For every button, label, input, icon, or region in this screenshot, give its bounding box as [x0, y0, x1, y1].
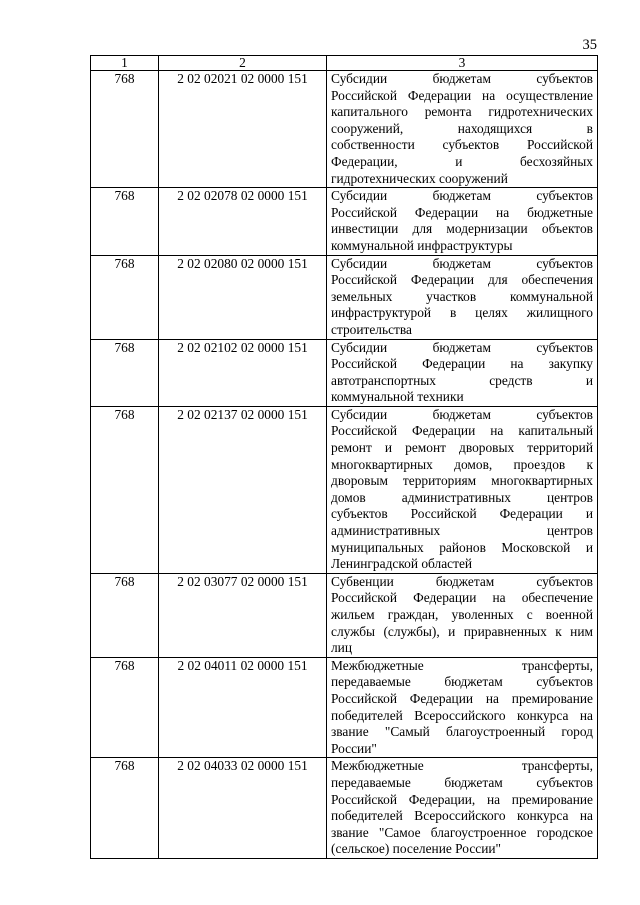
description-line: Субсидии бюджетам субъектов	[331, 71, 593, 86]
description-line: Субсидии бюджетам субъектов	[331, 406, 593, 422]
description-line: передаваемые бюджетам субъектов	[331, 774, 593, 790]
description-line: звание "Самое благоустроенное городское	[331, 824, 593, 840]
description-line: муниципальных районов Московской и	[331, 539, 593, 555]
description-line: передаваемые бюджетам субъектов	[331, 674, 593, 690]
budget-classification-code-cell: 2 02 02080 02 0000 151	[159, 255, 327, 339]
admin-code-cell: 768	[91, 255, 159, 339]
table-row	[91, 573, 598, 657]
description-line: Субвенции бюджетам субъектов	[331, 573, 593, 589]
revenue-description-cell	[327, 657, 598, 758]
description-line: звание "Самый благоустроенный город	[331, 724, 593, 740]
header-col-1: 1	[91, 56, 159, 71]
table-row	[91, 188, 598, 255]
description-line: Федерации, и бесхозяйных	[331, 153, 593, 169]
description-line: жильем граждан, уволенных с военной	[331, 607, 593, 622]
description-line: Российской Федерации на бюджетные	[331, 204, 593, 220]
budget-codes-table	[90, 55, 598, 859]
budget-classification-code-cell: 2 02 02021 02 0000 151	[159, 71, 327, 188]
revenue-description-cell	[327, 188, 598, 255]
description-line: дворовым территориям многоквартирных	[331, 473, 593, 489]
revenue-description-cell	[327, 406, 598, 573]
budget-classification-code-cell: 2 02 02102 02 0000 151	[159, 339, 327, 406]
admin-code-cell: 768	[91, 657, 159, 758]
table-body	[91, 71, 598, 859]
description-line: Российской Федерации на обеспечение	[331, 590, 593, 606]
description-line: сооружений, находящихся в	[331, 120, 593, 136]
description-line: Субсидии бюджетам субъектов	[331, 188, 593, 204]
description-line: автотранспортных средств и	[331, 372, 593, 388]
header-col-2: 2	[159, 56, 327, 71]
table-header-row	[91, 56, 598, 71]
description-line: России"	[331, 740, 377, 756]
table-row	[91, 71, 598, 188]
description-line: инвестиции для модернизации объектов	[331, 221, 593, 237]
description-line: коммунальной техники	[331, 389, 464, 405]
admin-code-cell: 768	[91, 406, 159, 573]
budget-classification-code-cell: 2 02 02078 02 0000 151	[159, 188, 327, 255]
description-line: Субсидии бюджетам субъектов	[331, 339, 593, 355]
description-line: земельных участков коммунальной	[331, 288, 593, 304]
admin-code-cell: 768	[91, 188, 159, 255]
description-line: Российской Федерации на осуществление	[331, 87, 593, 103]
description-line: строительства	[331, 321, 412, 337]
description-line: ремонт и ремонт дворовых территорий	[331, 440, 593, 456]
description-line: гидротехнических сооружений	[331, 170, 508, 186]
table-row	[91, 339, 598, 406]
description-line: собственности субъектов Российской	[331, 137, 593, 153]
admin-code-cell: 768	[91, 573, 159, 657]
revenue-description-cell	[327, 758, 598, 859]
budget-classification-code-cell: 2 02 03077 02 0000 151	[159, 573, 327, 657]
admin-code-cell: 768	[91, 339, 159, 406]
description-line: победителей Всероссийского конкурса на	[331, 808, 593, 824]
description-line: Межбюджетные трансферты,	[331, 657, 593, 673]
description-line: Российской Федерации на капитальный	[331, 423, 593, 439]
description-line: победителей Всероссийского конкурса на	[331, 707, 593, 723]
table-row	[91, 758, 598, 859]
description-line: Ленинградской областей	[331, 556, 473, 572]
budget-classification-code-cell: 2 02 04011 02 0000 151	[159, 657, 327, 758]
description-line: коммунальной инфраструктуры	[331, 237, 513, 253]
admin-code-cell: 768	[91, 71, 159, 188]
table-row	[91, 657, 598, 758]
revenue-description-cell	[327, 255, 598, 339]
description-line: административных центров	[331, 523, 593, 539]
description-line: субъектов Российской Федерации и	[331, 506, 593, 522]
table-row	[91, 406, 598, 573]
budget-classification-code-cell: 2 02 02137 02 0000 151	[159, 406, 327, 573]
description-line: Российской Федерации для обеспечения	[331, 272, 593, 288]
description-line: домов административных центров	[331, 489, 593, 505]
revenue-description-cell	[327, 573, 598, 657]
description-line: Российской Федерации, на премирование	[331, 791, 593, 807]
description-line: Межбюджетные трансферты,	[331, 758, 593, 774]
description-line: Субсидии бюджетам субъектов	[331, 255, 593, 271]
page-number: 35	[582, 37, 597, 53]
description-line: службы (службы), и приравненных к ним	[331, 623, 593, 639]
description-line: Российской Федерации на премирование	[331, 690, 593, 706]
revenue-description-cell	[327, 71, 598, 188]
description-line: (сельское) поселение России"	[331, 841, 501, 857]
description-line: капитального ремонта гидротехнических	[331, 104, 593, 120]
budget-classification-code-cell: 2 02 04033 02 0000 151	[159, 758, 327, 859]
description-line: лиц	[331, 640, 353, 656]
revenue-description-cell	[327, 339, 598, 406]
table-row	[91, 255, 598, 339]
header-col-3: 3	[327, 56, 598, 71]
admin-code-cell: 768	[91, 758, 159, 859]
description-line: Российской Федерации на закупку	[331, 356, 593, 372]
description-line: многоквартирных домов, проездов к	[331, 456, 593, 472]
description-line: инфраструктурой в целях жилищного	[331, 305, 593, 321]
